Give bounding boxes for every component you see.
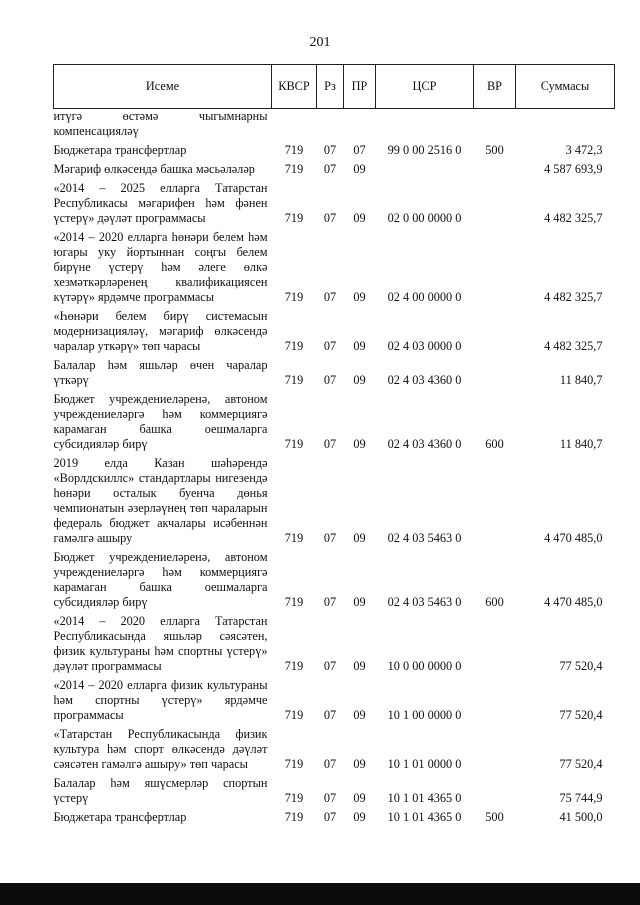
cell-kvsr: 719 xyxy=(284,531,304,545)
cell-csr: 02 4 03 0000 0 xyxy=(387,339,462,353)
cell-rz: 07 xyxy=(323,290,337,304)
cell-kvsr: 719 xyxy=(284,708,304,722)
cell-pr: 09 xyxy=(353,339,366,353)
cell-vr xyxy=(474,179,516,228)
cell-sum: 75 744,9 xyxy=(559,791,603,805)
cell-csr: 02 0 00 0000 0 xyxy=(387,211,462,225)
cell-vr xyxy=(474,676,516,725)
table-row xyxy=(54,774,615,808)
cell-name: «Һөнәри белем бирү системасын модернизацияләү, мәгариф өлкәсендә чаралар уткәрү» төп чарасы xyxy=(53,309,268,353)
cell-sum: 4 482 325,7 xyxy=(544,339,603,353)
cell-pr: 09 xyxy=(353,708,366,722)
table-row xyxy=(54,356,615,390)
cell-csr: 02 4 00 0000 0 xyxy=(387,290,462,304)
cell-kvsr: 719 xyxy=(284,595,304,609)
cell-rz: 07 xyxy=(323,531,337,545)
cell-kvsr: 719 xyxy=(284,373,304,387)
cell-sum: 41 500,0 xyxy=(559,810,603,824)
cell-sum: 11 840,7 xyxy=(559,373,603,387)
cell-sum: 4 482 325,7 xyxy=(544,290,603,304)
cell-csr: 10 1 01 0000 0 xyxy=(387,757,462,771)
cell-pr: 09 xyxy=(353,531,366,545)
cell-sum: 4 587 693,9 xyxy=(544,162,603,176)
cell-rz: 07 xyxy=(323,757,337,771)
cell-vr xyxy=(474,160,516,179)
cell-kvsr: 719 xyxy=(284,143,304,157)
cell-pr: 07 xyxy=(353,143,366,157)
cell-kvsr: 719 xyxy=(284,659,304,673)
cell-vr xyxy=(474,774,516,808)
table-row xyxy=(54,307,615,356)
cell-vr xyxy=(474,307,516,356)
table-row xyxy=(54,612,615,676)
cell-vr xyxy=(474,725,516,774)
cell-kvsr: 719 xyxy=(284,211,304,225)
cell-name: Бюджетара трансфертлар xyxy=(53,143,187,157)
cell-rz: 07 xyxy=(323,143,337,157)
cell-csr: 10 1 01 4365 0 xyxy=(387,791,462,805)
cell-rz: 07 xyxy=(323,339,337,353)
cell-csr: 02 4 03 5463 0 xyxy=(387,595,462,609)
cell-name: «2014 – 2020 елларга Татарстан Республикасында яшьләр сәясәтен, физик культураны һәм спортны үстерү» дәүләт программасы xyxy=(53,614,268,673)
cell-sum: 77 520,4 xyxy=(559,659,603,673)
table-body xyxy=(54,109,615,828)
cell-csr: 10 0 00 0000 0 xyxy=(387,659,462,673)
cell-kvsr: 719 xyxy=(284,757,304,771)
cell-kvsr xyxy=(272,109,317,142)
cell-rz: 07 xyxy=(323,211,337,225)
table-row xyxy=(54,179,615,228)
table-row xyxy=(54,160,615,179)
cell-pr: 09 xyxy=(353,810,366,824)
cell-pr: 09 xyxy=(353,791,366,805)
column-header-csr: ЦСР xyxy=(376,65,474,109)
cell-csr: 10 1 01 4365 0 xyxy=(387,810,462,824)
column-header-kvsr: КВСР xyxy=(272,65,317,109)
cell-sum xyxy=(516,109,615,142)
column-header-rz: Рз xyxy=(317,65,344,109)
cell-rz: 07 xyxy=(323,791,337,805)
cell-name: «Татарстан Республикасында физик культура һәм спорт өлкәсендә дәүләт сәясәтен гамәлгә ашыру» төп чарасы xyxy=(53,727,268,771)
cell-pr: 09 xyxy=(353,757,366,771)
table-row xyxy=(54,109,615,142)
cell-csr: 10 1 00 0000 0 xyxy=(387,708,462,722)
table-row xyxy=(54,454,615,548)
cell-kvsr: 719 xyxy=(284,791,304,805)
cell-rz: 07 xyxy=(323,659,337,673)
cell-name: «2014 – 2025 елларга Татарстан Республикасы мәгарифен һәм фәнен үстерү» дәүләт программасы xyxy=(53,181,268,225)
cell-pr: 09 xyxy=(353,373,366,387)
cell-name: «2014 – 2020 елларга һөнәри белем һәм югары уку йортыннан соңгы белем бирүне үстерү һәм әлеге өлкә хезмәткәрләренең квалификациясен күтәрү» ярдәмче программасы xyxy=(53,230,268,304)
cell-sum: 77 520,4 xyxy=(559,708,603,722)
cell-csr: 02 4 03 4360 0 xyxy=(387,373,462,387)
cell-name: Мәгариф өлкәсендә башка мәсьәләләр xyxy=(53,162,255,176)
cell-rz: 07 xyxy=(323,595,337,609)
cell-name: Бюджет учреждениеләренә, автоном учреждениеләргә һәм коммерциягә карамаган башка оешмаларга субсидияләр бирү xyxy=(53,392,268,451)
cell-kvsr: 719 xyxy=(284,437,304,451)
cell-csr xyxy=(376,160,474,179)
budget-table xyxy=(53,64,615,827)
cell-sum: 77 520,4 xyxy=(559,757,603,771)
cell-vr: 600 xyxy=(485,595,504,609)
cell-csr: 02 4 03 5463 0 xyxy=(387,531,462,545)
cell-sum: 11 840,7 xyxy=(559,437,603,451)
column-header-vr: ВР xyxy=(474,65,516,109)
column-header-name: Исеме xyxy=(54,65,272,109)
cell-vr xyxy=(474,228,516,307)
table-row xyxy=(54,141,615,160)
table-row xyxy=(54,228,615,307)
cell-name: итүгә өстәмә чыгымнарны компенсацияләү xyxy=(53,109,268,138)
cell-vr: 500 xyxy=(485,810,504,824)
cell-vr xyxy=(474,612,516,676)
cell-vr xyxy=(474,109,516,142)
cell-pr: 09 xyxy=(353,659,366,673)
cell-pr: 09 xyxy=(353,211,366,225)
cell-pr: 09 xyxy=(353,437,366,451)
table-header-row xyxy=(54,65,615,109)
cell-sum: 3 472,3 xyxy=(565,143,603,157)
cell-name: Бюджет учреждениеләренә, автоном учреждениеләргә һәм коммерциягә карамаган башка оешмаларга субсидияләр бирү xyxy=(53,550,268,609)
cell-rz: 07 xyxy=(323,708,337,722)
cell-kvsr: 719 xyxy=(284,290,304,304)
cell-name: Балалар һәм яшүсмерләр спортын үстерү xyxy=(53,776,268,805)
cell-vr xyxy=(474,454,516,548)
cell-csr xyxy=(376,109,474,142)
cell-rz xyxy=(317,109,344,142)
cell-name: Балалар һәм яшьләр өчен чаралар үткәрү xyxy=(53,358,268,387)
cell-kvsr: 719 xyxy=(284,162,304,176)
cell-rz: 07 xyxy=(323,437,337,451)
table-row xyxy=(54,390,615,454)
table-row xyxy=(54,725,615,774)
table-row xyxy=(54,808,615,827)
cell-name: Бюджетара трансфертлар xyxy=(53,810,187,824)
table-row xyxy=(54,676,615,725)
cell-rz: 07 xyxy=(323,373,337,387)
cell-csr: 02 4 03 4360 0 xyxy=(387,437,462,451)
cell-vr xyxy=(474,356,516,390)
cell-name: 2019 елда Казан шәһәрендә «Ворлдскиллс» стандартлары нигезендә һөнәри осталык буенча дөнья чемпионатын әзерләүнең төп чараларын федераль бюджет акчалары исәбеннән гамәлгә ашыру xyxy=(53,456,268,545)
cell-name: «2014 – 2020 елларга физик культураны һәм спортны үстерү» ярдәмче программасы xyxy=(53,678,268,722)
column-header-pr: ПР xyxy=(344,65,376,109)
scan-bottom-edge xyxy=(0,883,640,905)
cell-sum: 4 470 485,0 xyxy=(544,595,603,609)
cell-kvsr: 719 xyxy=(284,339,304,353)
cell-pr: 09 xyxy=(353,162,366,176)
cell-sum: 4 482 325,7 xyxy=(544,211,603,225)
cell-rz: 07 xyxy=(323,162,337,176)
cell-pr: 09 xyxy=(353,290,366,304)
cell-kvsr: 719 xyxy=(284,810,304,824)
page-number: 201 xyxy=(309,35,331,50)
cell-csr: 99 0 00 2516 0 xyxy=(387,143,462,157)
table-row xyxy=(54,548,615,612)
cell-pr xyxy=(344,109,376,142)
cell-vr: 500 xyxy=(485,143,504,157)
cell-vr: 600 xyxy=(485,437,504,451)
column-header-sum: Суммасы xyxy=(516,65,615,109)
cell-sum: 4 470 485,0 xyxy=(544,531,603,545)
cell-rz: 07 xyxy=(323,810,337,824)
cell-pr: 09 xyxy=(353,595,366,609)
